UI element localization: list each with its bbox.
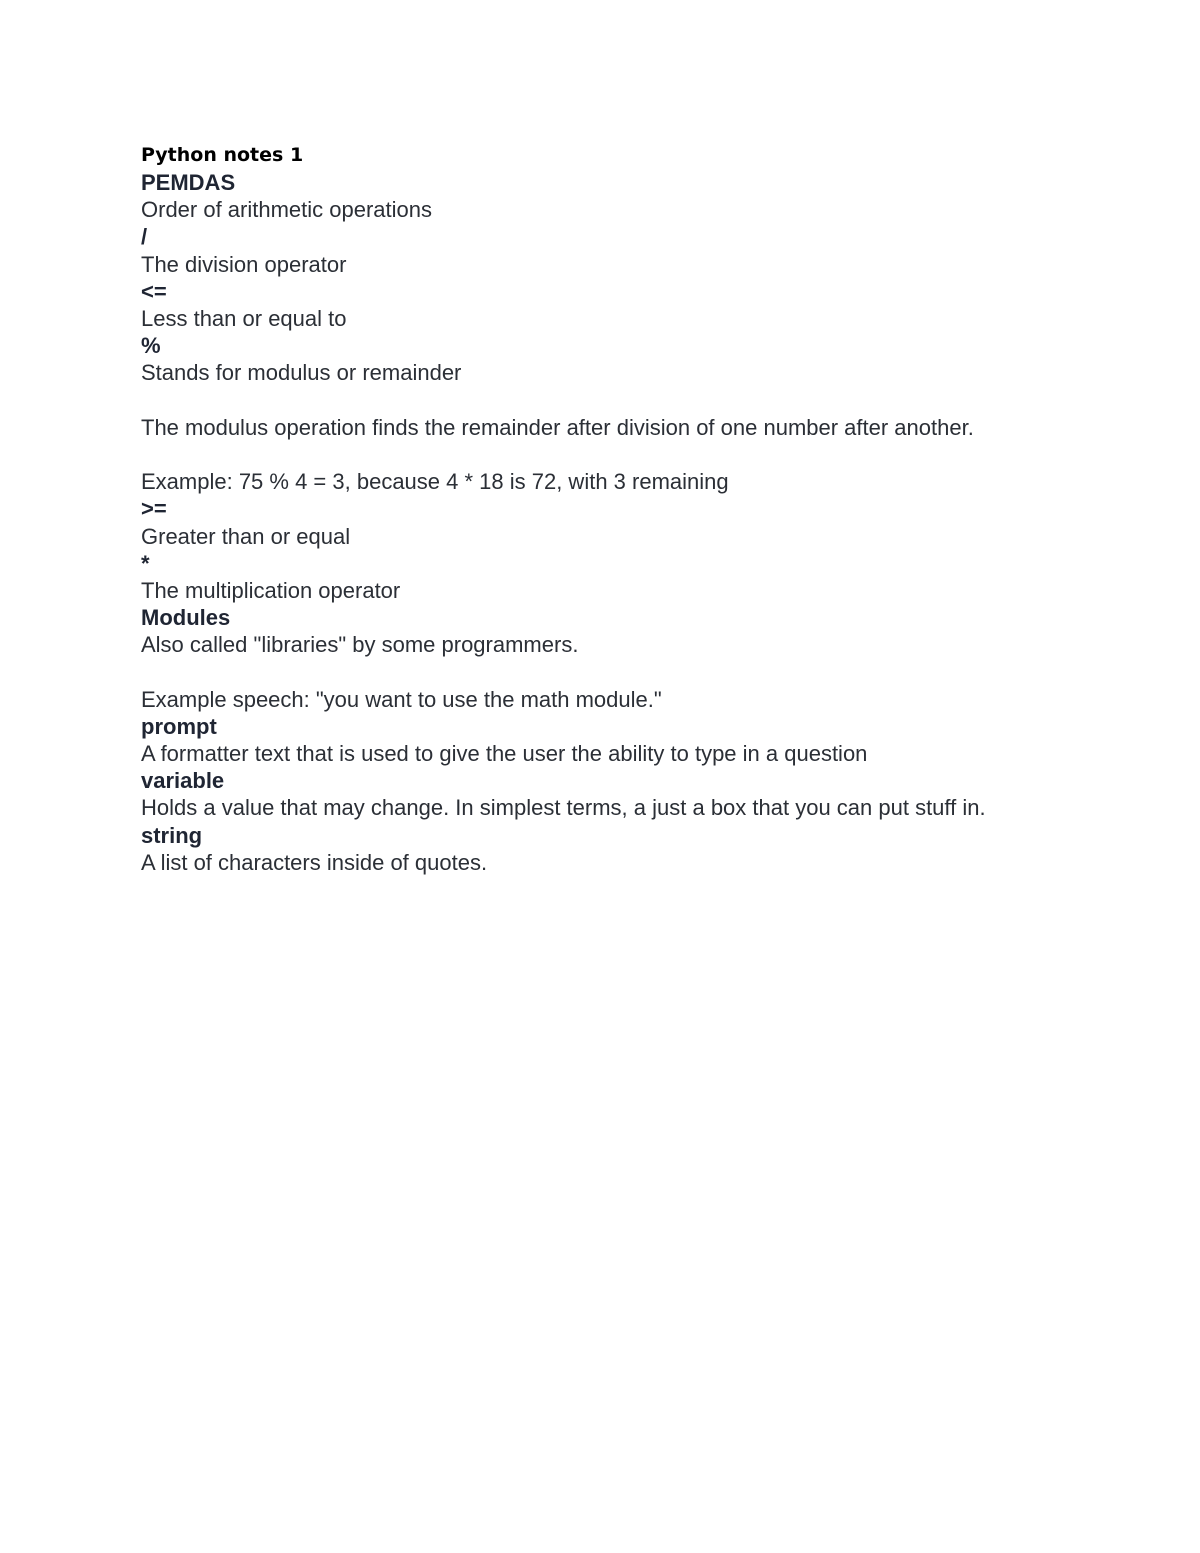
glossary-entry [141,604,1121,713]
glossary-term: % [141,333,161,359]
glossary-term: string [141,822,203,848]
glossary-entry [141,550,1121,604]
glossary-term: Modules [141,605,231,631]
glossary-term: / [141,224,148,250]
glossary-definition: Example speech: "you want to use the math module." [141,686,662,712]
glossary-entry [141,767,1121,821]
page-title: Python notes 1 [141,144,304,166]
blank-line [141,659,1121,686]
glossary-entry [141,278,1121,332]
glossary-entry [141,223,1121,277]
glossary-definition: Holds a value that may change. In simplest terms, a just a box that you can put stuff in. [141,795,986,821]
glossary-term: <= [141,278,167,304]
glossary-definition: A formatter text that is used to give the user the ability to type in a question [141,741,868,767]
glossary-definition: Also called "libraries" by some programmers. [141,632,579,658]
glossary-entry [141,169,1121,223]
glossary-term: * [141,550,150,576]
blank-line [141,387,1121,414]
glossary-entry [141,713,1121,767]
glossary-definition: The modulus operation finds the remainder after division of one number after another. [141,414,974,440]
glossary-definition: Less than or equal to [141,305,347,331]
glossary-entry [141,495,1121,549]
blank-line [141,441,1121,468]
glossary-definition: Greater than or equal [141,523,351,549]
glossary-definition: The division operator [141,251,347,277]
document-page [141,142,1121,876]
glossary-list [141,169,1121,876]
glossary-term: variable [141,768,225,794]
glossary-definition: A list of characters inside of quotes. [141,849,488,875]
glossary-entry [141,822,1121,876]
glossary-definition: Order of arithmetic operations [141,197,433,223]
glossary-entry [141,332,1121,495]
glossary-definition: Stands for modulus or remainder [141,360,462,386]
glossary-definition: Example: 75 % 4 = 3, because 4 * 18 is 72, with 3 remaining [141,469,729,495]
glossary-term: PEMDAS [141,170,236,195]
glossary-term: prompt [141,713,217,739]
glossary-term: >= [141,496,167,522]
glossary-definition: The multiplication operator [141,577,401,603]
